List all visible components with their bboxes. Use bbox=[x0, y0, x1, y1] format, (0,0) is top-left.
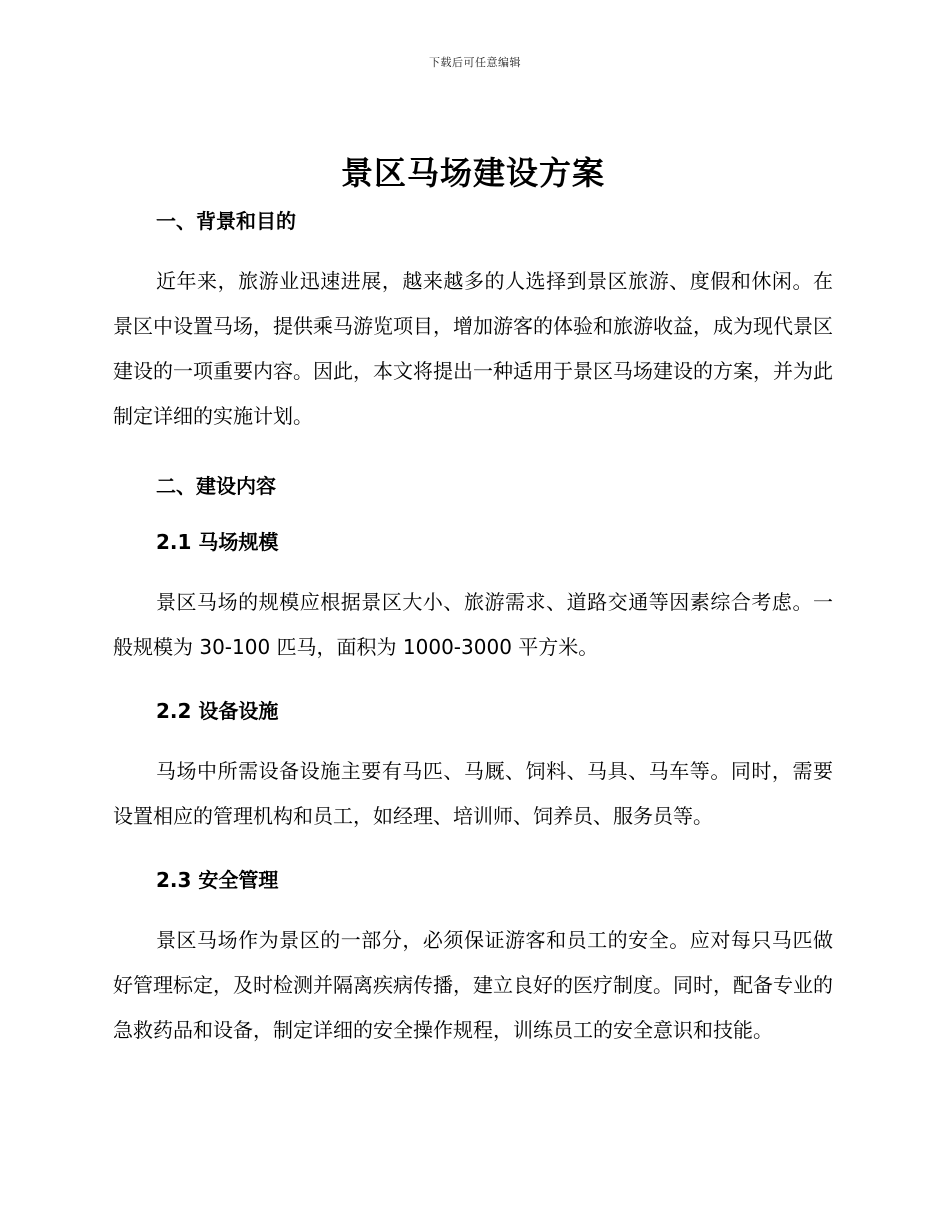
paragraph-background: 近年来，旅游业迅速进展，越来越多的人选择到景区旅游、度假和休闲。在景区中设置马场，提供乘马游览项目，增加游客的体验和旅游收益，成为现代景区建设的一项重要内容。因此，本文将提出一种适用于景区马场建设的方案，并为此制定详细的实施计划。 bbox=[113, 269, 833, 428]
section-heading-construction: 二、建设内容 bbox=[156, 474, 276, 498]
subsection-heading-equipment: 2.2 设备设施 bbox=[156, 699, 279, 723]
subsection-heading-safety: 2.3 安全管理 bbox=[156, 868, 279, 892]
paragraph-scale: 景区马场的规模应根据景区大小、旅游需求、道路交通等因素综合考虑。一般规模为 30-100 匹马，面积为 1000-3000 平方米。 bbox=[113, 590, 833, 659]
section-heading-background: 一、背景和目的 bbox=[156, 209, 296, 233]
page-header-note: 下载后可任意编辑 bbox=[429, 56, 521, 69]
paragraph-safety: 景区马场作为景区的一部分，必须保证游客和员工的安全。应对每只马匹做好管理标定，及时检测并隔离疾病传播，建立良好的医疗制度。同时，配备专业的急救药品和设备，制定详细的安全操作规程，训练员工的安全意识和技能。 bbox=[113, 928, 833, 1042]
document-title: 景区马场建设方案 bbox=[340, 154, 605, 192]
document-body bbox=[113, 148, 833, 1053]
subsection-heading-scale: 2.1 马场规模 bbox=[156, 530, 279, 554]
paragraph-equipment: 马场中所需设备设施主要有马匹、马厩、饲料、马具、马车等。同时，需要设置相应的管理机构和员工，如经理、培训师、饲养员、服务员等。 bbox=[113, 759, 833, 828]
